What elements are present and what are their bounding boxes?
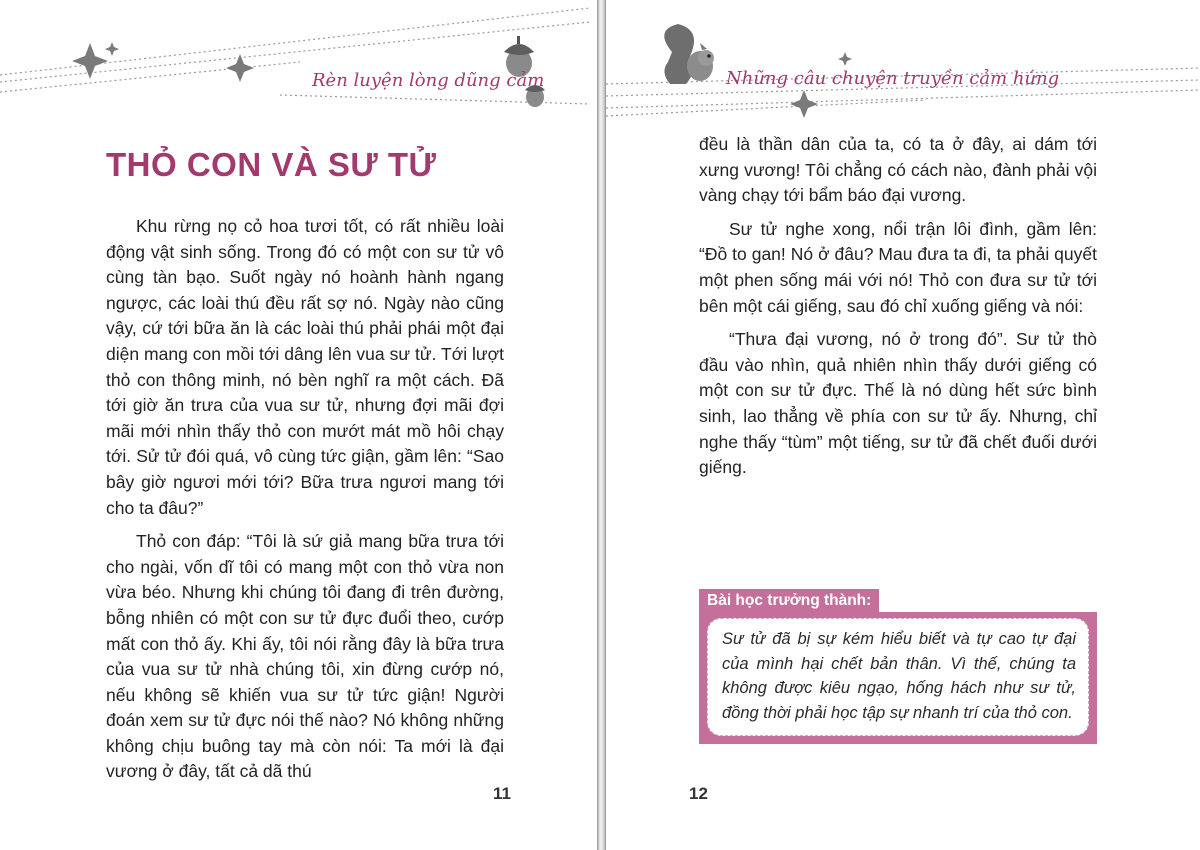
lesson-text: Sư tử đã bị sự kém hiểu biết và tự cao tự đại của mình hại chết bản thân. Vì thế, chúng ta không được kiêu ngạo, hống hách như sư tử, đồng thời phải học tập sự nhanh trí của thỏ con. — [707, 618, 1089, 736]
book-spine — [597, 0, 606, 850]
star-icon — [790, 90, 818, 118]
right-body-text — [699, 132, 1097, 489]
star-icon — [72, 43, 108, 79]
right-paragraph-1: Sư tử nghe xong, nổi trận lôi đình, gầm lên: “Đồ to gan! Nó ở đâu? Mau đưa ta đi, ta phải quyết một phen sống mái với nó! Thỏ con đưa sư tử tới bên một cái giếng, sau đó chỉ xuống giếng và nói: — [699, 218, 1097, 316]
left-header-title: Rèn luyện lòng dũng cảm — [312, 70, 545, 91]
squirrel-icon — [664, 24, 714, 84]
left-header-decoration — [0, 0, 597, 130]
left-page — [0, 0, 597, 850]
star-icon — [838, 52, 852, 66]
left-page-number: 11 — [493, 784, 511, 803]
right-paragraph-2: “Thưa đại vương, nó ở trong đó”. Sư tử thò đầu vào nhìn, quả nhiên nhìn thấy dưới giếng có một con sư tử đực. Thế là nó dùng hết sức bình sinh, lao thẳng về phía con sư tử ấy. Nhưng, chỉ nghe thấy “tùm” một tiếng, sư tử đã chết đuối dưới giếng. — [699, 329, 1097, 478]
right-header-title: Những câu chuyện truyền cảm hứng — [726, 68, 1060, 89]
star-icon — [105, 42, 119, 56]
right-page — [606, 0, 1200, 850]
left-paragraph-2: Thỏ con đáp: “Tôi là sứ giả mang bữa trưa tới cho ngài, vốn dĩ tôi có mang một con thỏ vừa non vừa béo. Nhưng khi chúng tôi đang đi trên đường, bỗng nhiên có một con sư tử đực đuổi theo, cướp mất con thỏ ấy. Khi ấy, tôi nói rằng đây là bữa trưa của vua sư tử nhà chúng tôi, xin đừng cướp nó, nếu không sẽ khiến vua sư tử tức giận! Người đoán xem sư tử đực nói thế nào? Nó không những không chịu buông tay mà còn nói: Ta mới là đại vương ở đây, tất cả dã thú — [106, 531, 504, 782]
story-title: THỎ CON VÀ SƯ TỬ — [106, 146, 437, 183]
right-continuation-paragraph: đều là thần dân của ta, có ta ở đây, ai dám tới xưng vương! Tôi chẳng có cách nào, đành phải vội vàng chạy tới bẩm báo đại vương. — [699, 134, 1097, 206]
left-body-text — [106, 214, 504, 793]
left-paragraph-1: Khu rừng nọ cỏ hoa tươi tốt, có rất nhiều loài động vật sinh sống. Trong đó có một con sư tử vô cùng tàn bạo. Suốt ngày nó hoành hành ngang ngược, các loài thú đều rất sợ nó. Ngày nào cũng vậy, cứ tới bữa ăn là các loài thú phải phái một đại diện mang con mồi tới dâng lên vua sư tử. Tới lượt thỏ con thông minh, nó bèn nghĩ ra một cách. Đã tới giờ ăn trưa của vua sư tử, nhưng đợi mãi đợi mãi mới nhìn thấy thỏ con mướt mát mồ hôi chạy tới. Sử tử đói quá, vô cùng tức giận, gầm lên: “Sao bây giờ ngươi mới tới? Bữa trưa ngươi mang tới cho ta đâu?” — [106, 216, 504, 518]
lesson-box — [699, 589, 1097, 744]
lesson-label: Bài học trưởng thành: — [699, 589, 879, 612]
right-header-decoration — [606, 0, 1200, 130]
lesson-frame — [699, 612, 1097, 744]
right-page-number: 12 — [689, 784, 708, 803]
